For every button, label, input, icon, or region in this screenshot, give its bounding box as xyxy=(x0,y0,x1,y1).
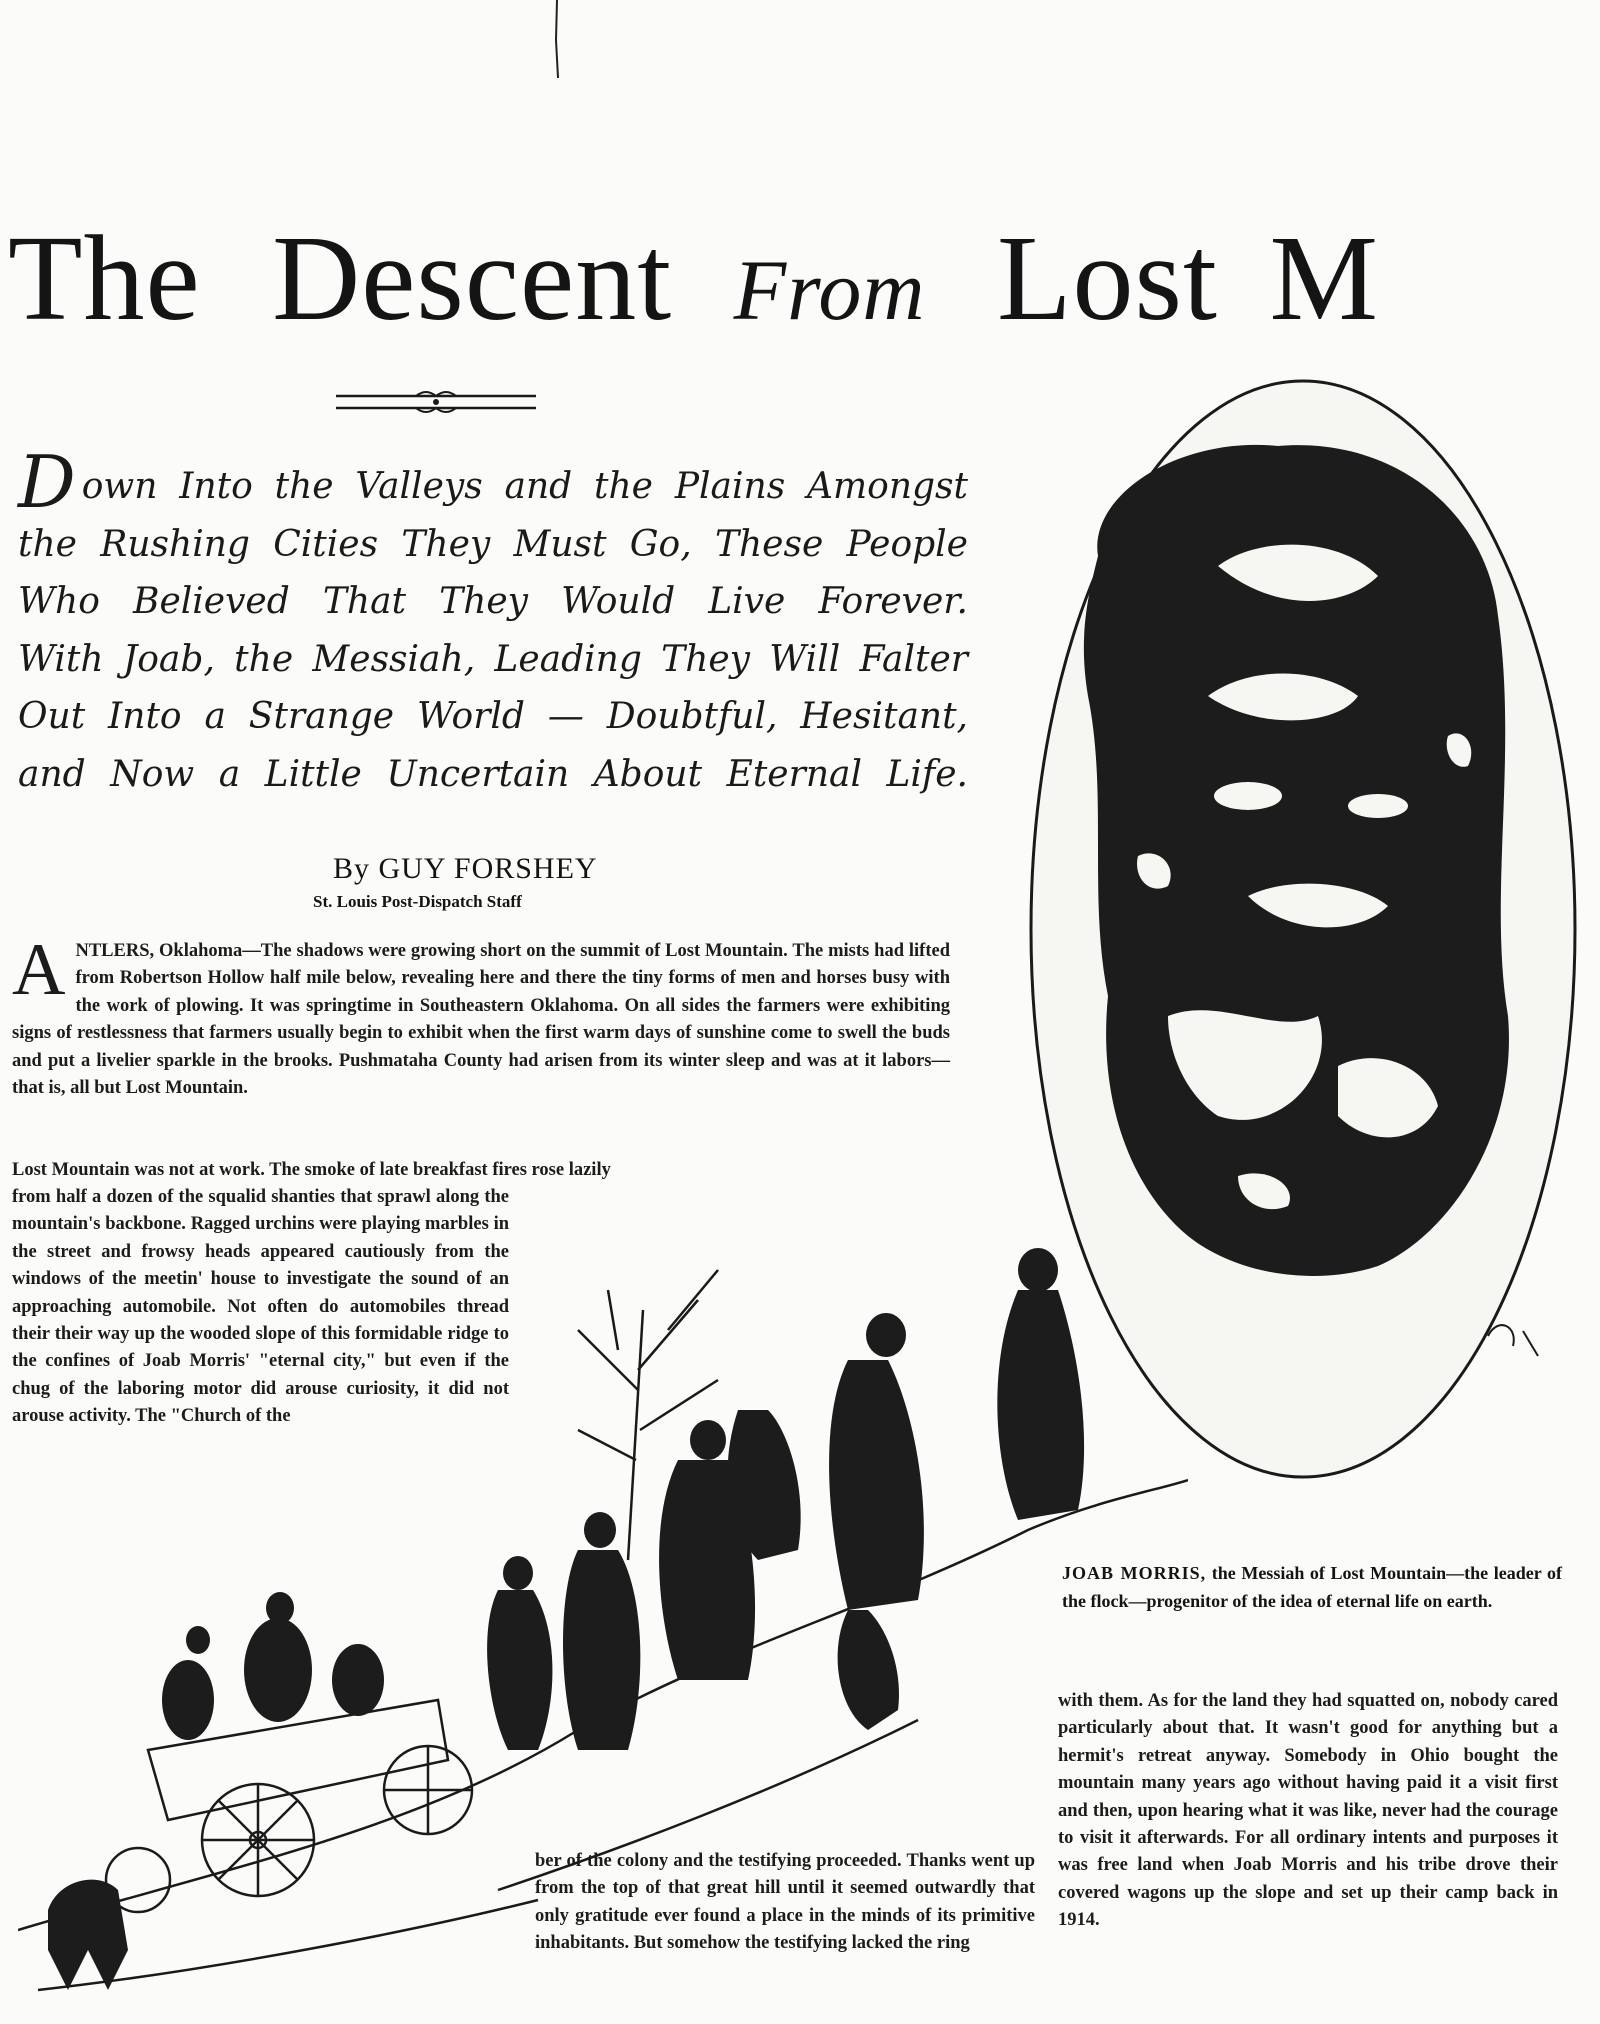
deck-line: and Now a Little Uncertain About Eternal Life. xyxy=(18,753,968,795)
deck-line: With Joab, the Messiah, Leading They Will Falter xyxy=(18,638,968,680)
article-paragraph-1-text: NTLERS, Oklahoma—The shadows were growing short on the summit of Lost Mountain. The mists had lifted from Robertson Hollow half mile below, revealing here and there the tiny forms of men and horses busy with the work of plowing. It was springtime in Southeastern Oklahoma. On all sides the farmers were exhibiting signs of restlessness that farmers usually begin to exhibit when the first warm days of sunshine come to swell the buds and put a livelier sparkle in the brooks. Pushmataha County had arisen from its winter sleep and was at it labors—that is, all but Lost Mountain. xyxy=(12,941,950,1099)
article-dropcap: A xyxy=(12,929,66,1011)
headline-word-truncated: M xyxy=(1269,211,1379,346)
deck-line: Who Believed That They Would Live Forever. xyxy=(18,581,968,622)
article-column-right: with them. As for the land they had squatted on, nobody cared particularly about that. It wasn't good for anything but a hermit's retreat anyway. Somebody in Ohio bought the mountain many years ago without having paid it a visit first and then, upon hearing what it was like, never had the courage to visit it afterwards. For all ordinary intents and purposes it was free land when Joab Morris and his tribe drove their covered wagons up the slope and set up their camp back in 1914. xyxy=(1058,1691,1558,1931)
deck-line: Out Into a Strange World — Doubtful, Hesitant, xyxy=(18,696,968,737)
headline-word-the: The xyxy=(8,211,201,346)
headline-word-lost: Lost xyxy=(997,211,1218,346)
deck-line: the Rushing Cities They Must Go, These People xyxy=(18,523,968,565)
article-column-middle: ber of the colony and the testifying proceeded. Thanks went up from the top of that great hill until it seemed outwardly that only gratitude ever found a place in the minds of its primitive inhabitants. But somehow the testifying lacked the ring xyxy=(535,1851,1035,1954)
article-paragraph-1 xyxy=(12,929,950,1102)
caption-text: the Messiah of Lost Mountain—the leader of the flock—progenitor of the idea of eternal life on earth. xyxy=(1062,1563,1563,1611)
headline-word-descent: Descent xyxy=(272,211,673,346)
portrait-caption xyxy=(1062,1560,1562,1615)
deck-line: own Into the Valleys and the Plains Amongst xyxy=(81,466,968,507)
article-paragraph-2: Lost Mountain was not at work. The smoke of late breakfast fires rose lazily xyxy=(12,1160,611,1180)
deck-dropcap: D xyxy=(18,440,76,524)
caption-name: JOAB MORRIS, xyxy=(1062,1563,1207,1583)
article-paragraph-3: from half a dozen of the squalid shanties that sprawl along the mountain's backbone. Ragged urchins were playing marbles in the street and frowsy heads appeared cautiously from the windows of the meetin' house to investigate the sound of an approaching automobile. Not often do automobiles thread their their way up the wooded slope of this formidable ridge to the confines of Joab Morris' "eternal city," but even if the chug of the laboring motor did arouse curiosity, it did not arouse activity. The "Church of the xyxy=(12,1187,509,1427)
headline xyxy=(8,211,1600,346)
deck-subheadline xyxy=(18,440,968,803)
byline-author: By GUY FORSHEY xyxy=(333,852,598,885)
ornamental-rule xyxy=(336,382,536,422)
stray-ink-mark xyxy=(554,0,560,78)
headline-word-from: From xyxy=(733,242,926,338)
byline-affiliation: St. Louis Post-Dispatch Staff xyxy=(313,892,522,911)
